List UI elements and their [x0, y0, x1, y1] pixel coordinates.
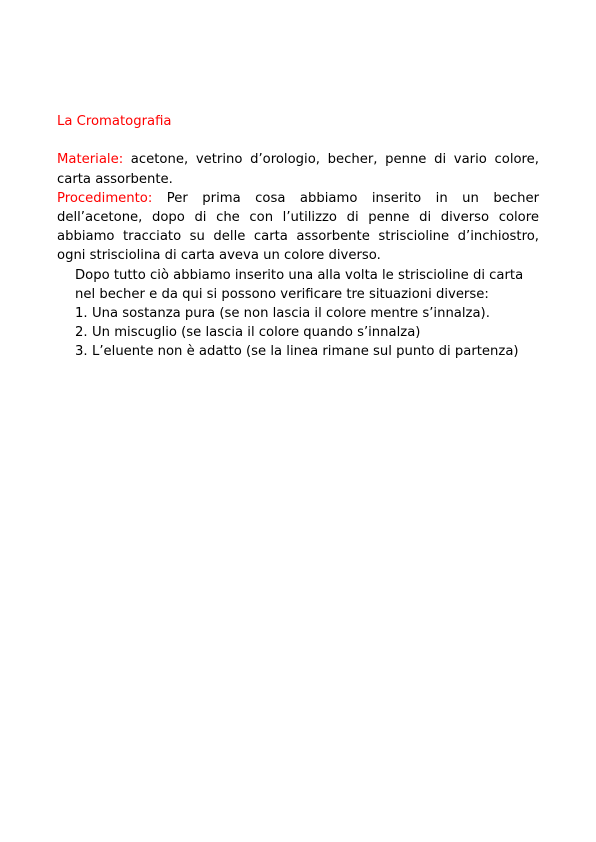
list-item-number: 1. — [75, 306, 88, 322]
situations-block — [75, 266, 539, 362]
materiale-text: acetone, vetrino d’orologio, becher, penne di vario colore, carta assorbente. — [57, 152, 539, 187]
list-item-number: 3. — [75, 344, 88, 360]
list-item — [75, 304, 539, 323]
list-item-text: Una sostanza pura (se non lascia il colore mentre s’innalza). — [92, 306, 490, 322]
procedimento-paragraph — [57, 189, 539, 266]
list-item — [75, 323, 539, 342]
procedimento-label: Procedimento: — [57, 190, 153, 206]
document-title: La Cromatografia — [57, 114, 172, 129]
materiale-label: Materiale: — [57, 152, 124, 168]
list-item-number: 2. — [75, 325, 88, 341]
procedimento-text: Per prima cosa abbiamo inserito in un becher dell’acetone, dopo di che con l’utilizzo di penne di diverso colore abbiamo tracciato su delle carta assorbente striscioline d’inchiostro, ogni strisciolina di carta aveva un colore diverso. — [57, 190, 539, 264]
document-body — [57, 112, 539, 362]
blank-line — [57, 131, 539, 150]
materiale-paragraph — [57, 150, 539, 188]
dopo-paragraph: Dopo tutto ciò abbiamo inserito una alla volta le striscioline di carta nel becher e da qui si possono verificare tre situazioni diverse: — [75, 267, 524, 302]
list-item — [75, 342, 539, 361]
situations-list — [75, 304, 539, 362]
list-item-text: Un miscuglio (se lascia il colore quando s’innalza) — [92, 325, 421, 341]
list-item-text: L’eluente non è adatto (se la linea rimane sul punto di partenza) — [92, 344, 519, 360]
